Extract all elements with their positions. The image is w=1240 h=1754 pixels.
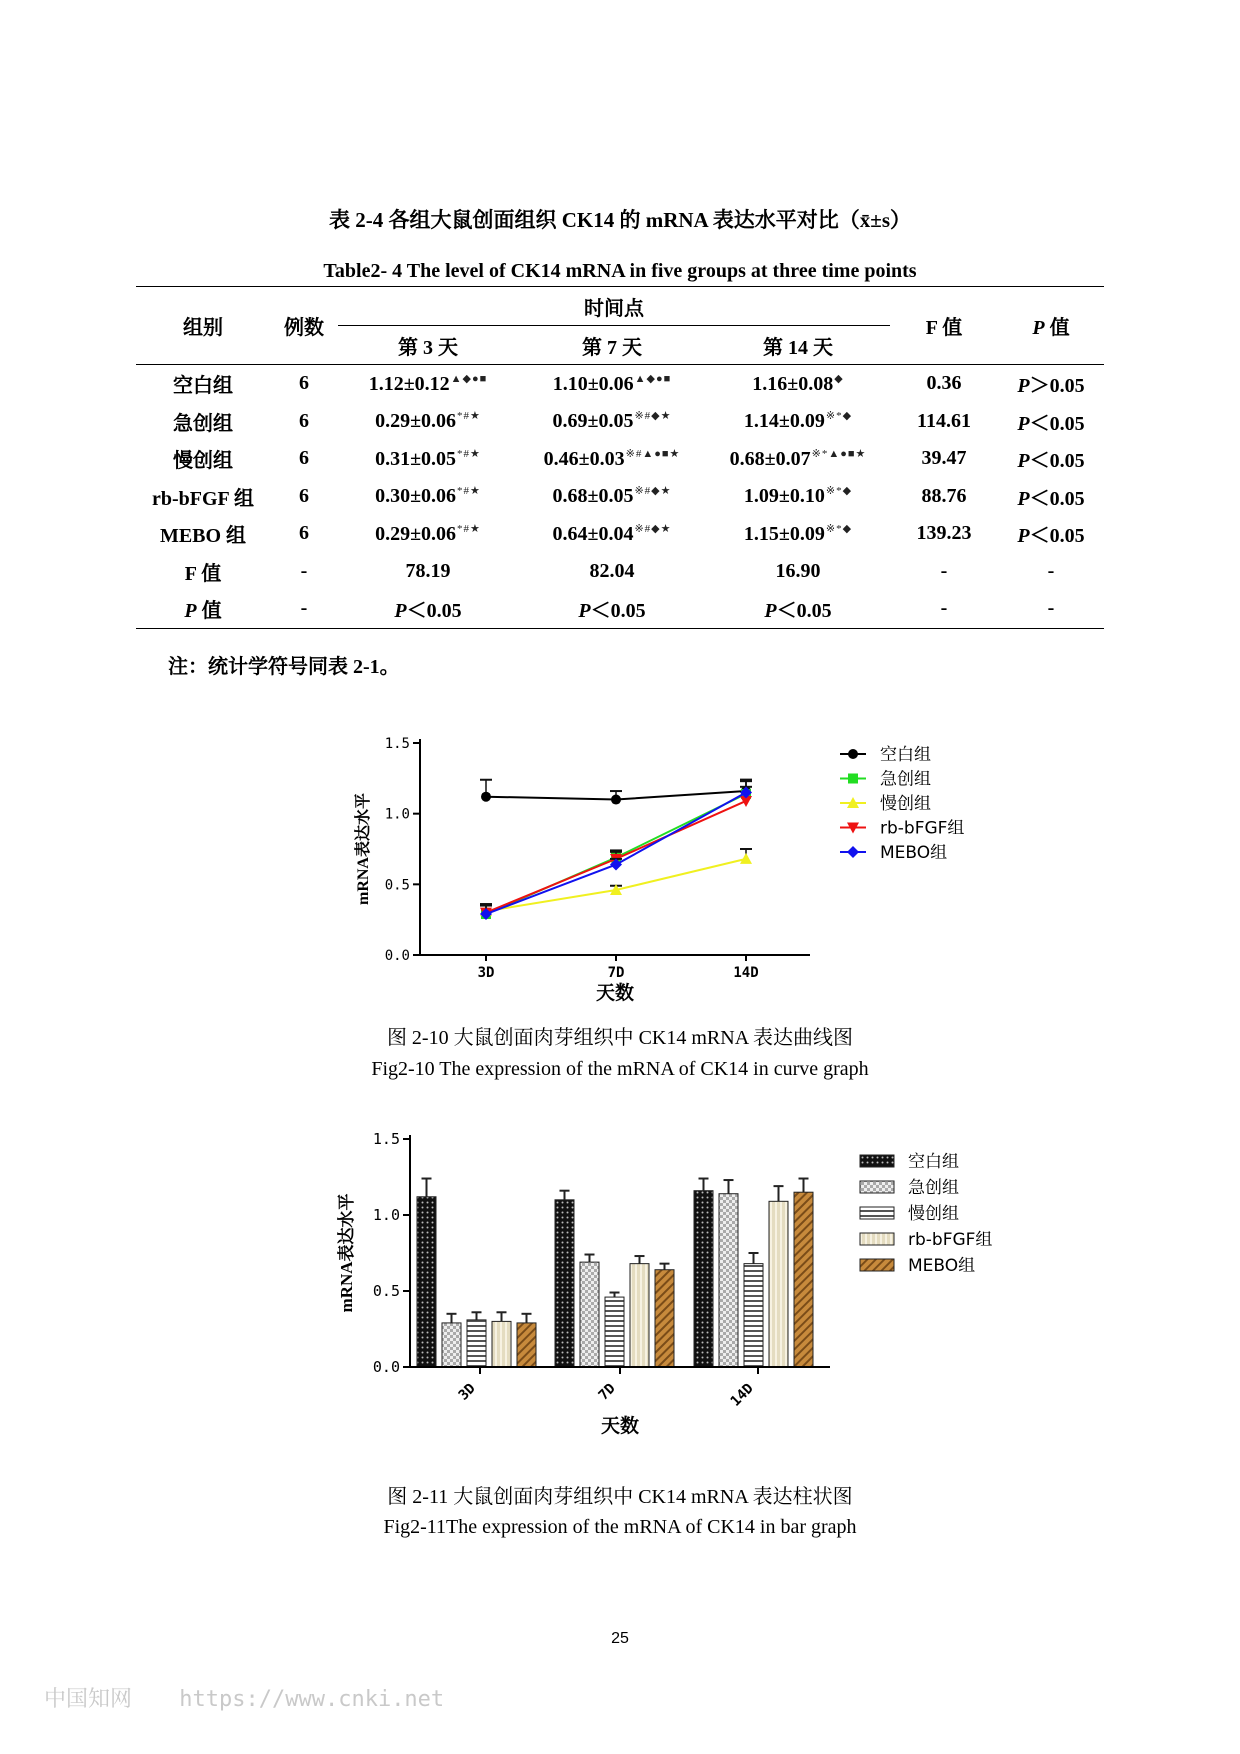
bar xyxy=(467,1320,486,1367)
table-row-p: P 值 - P＜0.05 P＜0.05 P＜0.05 - - xyxy=(184,597,1055,623)
table-note: 注：统计学符号同表 2-1。 xyxy=(168,656,400,678)
watermark-left: 中国知网 xyxy=(44,1687,133,1712)
watermark-url: https://www.cnki.net xyxy=(179,1687,445,1712)
table-row-f: F 值 - 78.19 82.04 16.90 - - xyxy=(184,559,1055,585)
x-tick-label: 3D xyxy=(477,965,495,981)
legend-marker xyxy=(848,774,858,784)
legend-label: 空白组 xyxy=(908,1152,959,1172)
table-row: 急创组 6 0.29±0.06*#★ 0.69±0.05※#◆★ 1.14±0.09※*◆ 114.61 P＜0.05 xyxy=(173,409,1085,435)
fig11-caption-cn: 图 2-11 大鼠创面肉芽组织中 CK14 mRNA 表达柱状图 xyxy=(387,1486,853,1508)
x-tick-label: 7D xyxy=(607,965,625,981)
bar xyxy=(719,1194,738,1367)
table-row: rb-bFGF 组 6 0.30±0.06*#★ 0.68±0.05※#◆★ 1.09±0.10※*◆ 88.76 P＜0.05 xyxy=(151,484,1085,510)
bar xyxy=(580,1262,599,1367)
table-row: 空白组 6 1.12±0.12▲◆●■ 1.10±0.06▲◆●■ 1.16±0.08◆ 0.36 P＞0.05 xyxy=(173,372,1085,398)
legend-label: 慢创组 xyxy=(880,794,931,814)
legend-label: 急创组 xyxy=(880,769,931,790)
legend-marker xyxy=(848,749,858,759)
data-point xyxy=(481,792,491,802)
y-tick-label: 1.0 xyxy=(372,1206,400,1224)
cnki-watermark xyxy=(44,1682,478,1713)
header-timepoint: 时间点 xyxy=(338,287,890,326)
bar xyxy=(517,1323,536,1367)
header-day3: 第 3 天 xyxy=(338,326,518,365)
y-axis-label: mRNA表达水平 xyxy=(337,1193,356,1313)
header-f: F 值 xyxy=(890,287,998,365)
header-day14: 第 14 天 xyxy=(706,326,890,365)
legend-swatch xyxy=(860,1207,894,1219)
x-tick-label: 14D xyxy=(727,1380,757,1410)
x-tick-label: 3D xyxy=(455,1380,479,1404)
bar xyxy=(630,1264,649,1367)
table-row: 慢创组 6 0.31±0.05*#★ 0.46±0.03※#▲●■★ 0.68±0.07※*▲●■★ 39.47 P＜0.05 xyxy=(173,447,1085,473)
header-group: 组别 xyxy=(136,287,270,365)
bar xyxy=(442,1323,461,1367)
line-chart xyxy=(340,725,1000,1015)
legend-label: 空白组 xyxy=(880,745,931,765)
y-tick-label: 0.0 xyxy=(384,948,410,964)
data-point xyxy=(740,853,752,864)
legend-label: MEBO组 xyxy=(880,843,948,863)
y-tick-label: 0.5 xyxy=(384,877,410,894)
legend-swatch xyxy=(860,1181,894,1193)
bar xyxy=(769,1201,788,1367)
bar xyxy=(492,1321,511,1367)
bar xyxy=(605,1297,624,1367)
table-caption-cn: 表 2-4 各组大鼠创面组织 CK14 的 mRNA 表达水平对比（x̄±s） xyxy=(328,208,912,232)
legend-label: 急创组 xyxy=(908,1178,959,1198)
x-tick-label: 14D xyxy=(733,965,759,981)
y-tick-label: 0.5 xyxy=(372,1282,400,1300)
y-tick-label: 1.5 xyxy=(372,1130,400,1148)
y-tick-label: 1.0 xyxy=(384,806,410,823)
legend-swatch xyxy=(860,1155,894,1167)
y-axis-label: mRNA表达水平 xyxy=(355,793,372,905)
bar xyxy=(417,1197,436,1367)
table-caption-en: Table2- 4 The level of CK14 mRNA in five groups at three time points xyxy=(323,260,917,282)
bar xyxy=(694,1191,713,1367)
bar xyxy=(744,1264,763,1367)
header-n: 例数 xyxy=(270,287,338,365)
fig10-caption-en: Fig2-10 The expression of the mRNA of CK14 in curve graph xyxy=(371,1058,869,1080)
data-point xyxy=(611,795,621,805)
legend-label: rb-bFGF组 xyxy=(908,1230,993,1250)
x-tick-label: 7D xyxy=(595,1380,619,1404)
y-tick-label: 1.5 xyxy=(384,736,410,752)
bar xyxy=(555,1200,574,1367)
legend-label: MEBO组 xyxy=(908,1256,976,1276)
header-p: P 值 xyxy=(998,287,1104,365)
page-number: 25 xyxy=(611,1630,629,1647)
bar xyxy=(794,1192,813,1367)
bar xyxy=(655,1270,674,1367)
legend-marker xyxy=(847,846,859,858)
ck14-mrna-table xyxy=(136,286,1104,629)
fig10-caption-cn: 图 2-10 大鼠创面肉芽组织中 CK14 mRNA 表达曲线图 xyxy=(386,1027,854,1049)
x-axis-label: 天数 xyxy=(595,983,635,1004)
legend-label: rb-bFGF组 xyxy=(880,818,965,839)
header-day7: 第 7 天 xyxy=(518,326,706,365)
legend-swatch xyxy=(860,1233,894,1245)
table-row: MEBO 组 6 0.29±0.06*#★ 0.64±0.04※#◆★ 1.15±0.09※*◆ 139.23 P＜0.05 xyxy=(159,522,1085,548)
bar-chart xyxy=(330,1125,1030,1445)
legend-swatch xyxy=(860,1259,894,1271)
x-axis-label: 天数 xyxy=(600,1416,640,1437)
y-tick-label: 0.0 xyxy=(372,1358,400,1376)
legend-label: 慢创组 xyxy=(908,1204,959,1224)
fig11-caption-en: Fig2-11The expression of the mRNA of CK14 in bar graph xyxy=(383,1516,857,1538)
